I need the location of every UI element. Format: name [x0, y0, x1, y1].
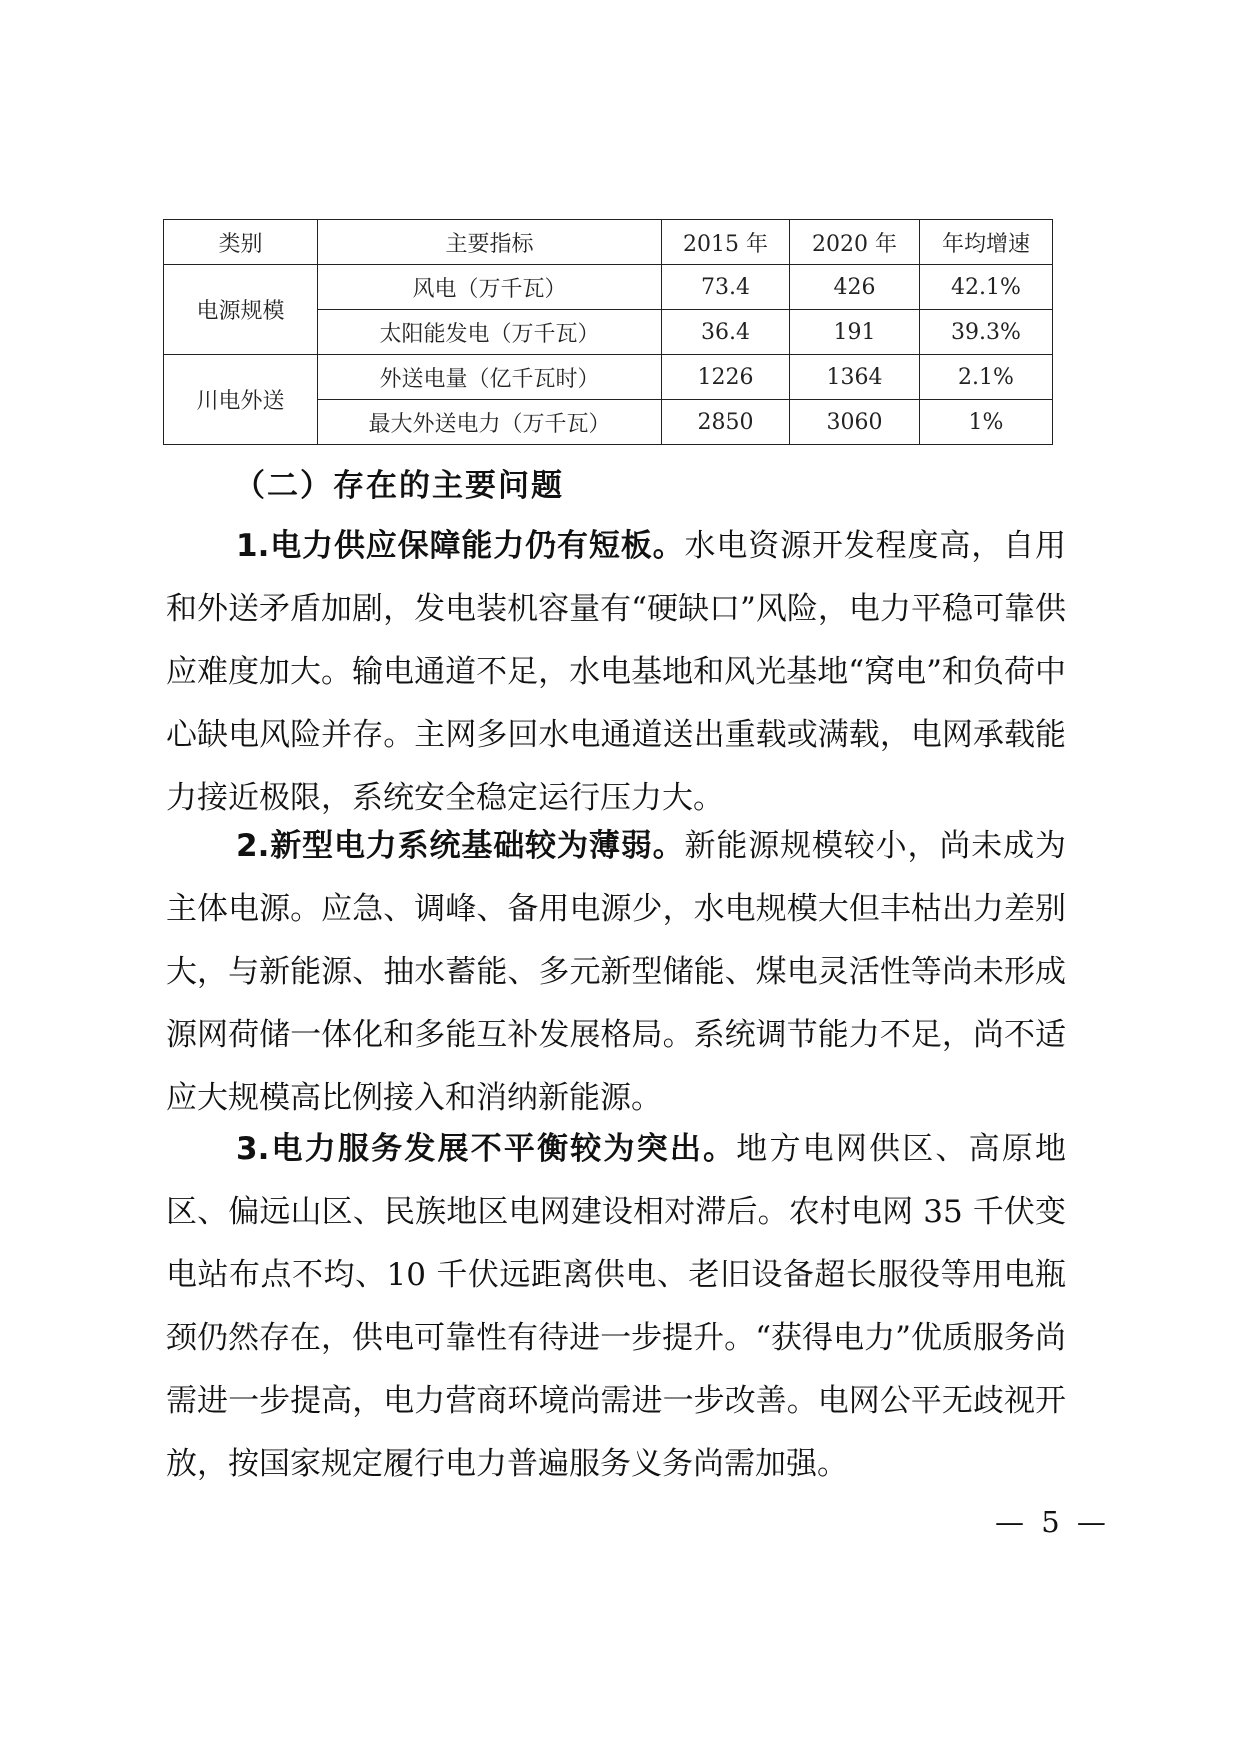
paragraph-body: 新能源规模较小，尚未成为主体电源。应急、调峰、备用电源少，水电规模大但丰枯出力差别大，与新能源、抽水蓄能、多元新型储能、煤电灵活性等尚未形成源网荷储一体化和多能互补发展格局。系统调节能力不足，尚不适应大规模高比例接入和消纳新能源。 — [166, 828, 1066, 1116]
table-header-cell: 年均增速 — [920, 220, 1053, 265]
table-cell: 73.4 — [662, 265, 790, 310]
table-row — [164, 355, 1053, 400]
paragraph — [166, 1118, 1066, 1496]
section-heading: （二）存在的主要问题 — [234, 468, 564, 504]
table-cell: 2850 — [662, 400, 790, 445]
table-header-cell: 2020 年 — [790, 220, 920, 265]
table-cell: 1% — [920, 400, 1053, 445]
table-category-cell: 川电外送 — [164, 355, 318, 445]
table-cell: 外送电量（亿千瓦时） — [318, 355, 662, 400]
table-cell: 1364 — [790, 355, 920, 400]
paragraph-lead: 2.新型电力系统基础较为薄弱。 — [236, 828, 685, 864]
table-cell: 最大外送电力（万千瓦） — [318, 400, 662, 445]
table-cell: 太阳能发电（万千瓦） — [318, 310, 662, 355]
paragraph-lead: 3.电力服务发展不平衡较为突出。 — [236, 1131, 737, 1167]
table-header-cell: 2015 年 — [662, 220, 790, 265]
table-header-cell: 主要指标 — [318, 220, 662, 265]
indicator-table — [163, 219, 1053, 445]
page-number: — 5 — — [995, 1505, 1110, 1539]
table-cell: 42.1% — [920, 265, 1053, 310]
table-row — [164, 265, 1053, 310]
paragraph — [166, 515, 1066, 830]
table-header-cell: 类别 — [164, 220, 318, 265]
paragraph-body: 水电资源开发程度高，自用和外送矛盾加剧，发电装机容量有“硬缺口”风险，电力平稳可靠供应难度加大。输电通道不足，水电基地和风光基地“窝电”和负荷中心缺电风险并存。主网多回水电通道送出重载或满载，电网承载能力接近极限，系统安全稳定运行压力大。 — [166, 528, 1066, 816]
table-cell: 风电（万千瓦） — [318, 265, 662, 310]
paragraph-body: 地方电网供区、高原地区、偏远山区、民族地区电网建设相对滞后。农村电网 35 千伏变电站布点不均、10 千伏远距离供电、老旧设备超长服役等用电瓶颈仍然存在，供电可靠性有待进一步提升。“获得电力”优质服务尚需进一步提高，电力营商环境尚需进一步改善。电网公平无歧视开放，按国家规定履行电力普遍服务义务尚需加强。 — [166, 1131, 1066, 1482]
table-cell: 39.3% — [920, 310, 1053, 355]
table-cell: 36.4 — [662, 310, 790, 355]
table-cell: 426 — [790, 265, 920, 310]
table-category-cell: 电源规模 — [164, 265, 318, 355]
table-cell: 2.1% — [920, 355, 1053, 400]
paragraph — [166, 815, 1066, 1130]
table-cell: 3060 — [790, 400, 920, 445]
paragraph-lead: 1.电力供应保障能力仍有短板。 — [236, 528, 685, 564]
table-cell: 191 — [790, 310, 920, 355]
table-header-row — [164, 220, 1053, 265]
table-cell: 1226 — [662, 355, 790, 400]
